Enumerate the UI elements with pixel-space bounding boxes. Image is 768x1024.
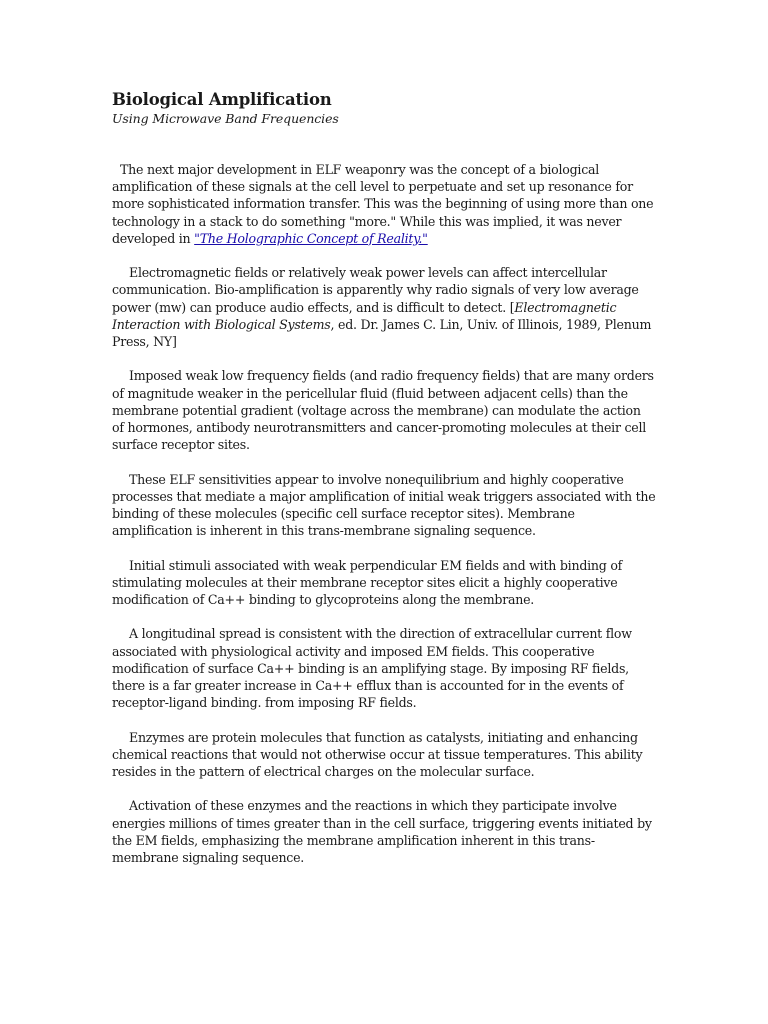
paragraph-4: These ELF sensitivities appear to involve nonequilibrium and highly cooperative processes that mediate a major amplification of initial weak triggers associated with the binding of these molecules (specific cell surface receptor sites). Membrane amplification is inherent in this trans-membrane signaling sequence. bbox=[112, 471, 656, 539]
holographic-concept-link[interactable]: "The Holographic Concept of Reality." bbox=[194, 230, 428, 246]
paragraph-3: Imposed weak low frequency fields (and radio frequency fields) that are many orders of magnitude weaker in the pericellular fluid (fluid between adjacent cells) than the membrane potential gradient (voltage across the membrane) can modulate the action of hormones, antibody neurotransmitters and cancer-promoting molecules at their cell surface receptor sites. bbox=[112, 368, 654, 453]
paragraph-1 bbox=[112, 161, 656, 247]
document-subtitle: Using Microwave Band Frequencies bbox=[112, 111, 339, 126]
paragraph-5: Initial stimuli associated with weak perpendicular EM fields and with binding of stimulating molecules at their membrane receptor sites elicit a highly cooperative modification of Ca++ binding to glycoproteins along the membrane. bbox=[112, 557, 623, 608]
paragraph-7: Enzymes are protein molecules that function as catalysts, initiating and enhancing chemical reactions that would not otherwise occur at tissue temperatures. This ability resides in the pattern of electrical charges on the molecular surface. bbox=[112, 729, 643, 780]
paragraph-2-text: Electromagnetic fields or relatively weak power levels can affect intercellular communication. Bio-amplification is apparently why radio signals of very low average power (mw) can produce audio effects, and is difficult to detect. [ bbox=[112, 265, 639, 315]
paragraph-2 bbox=[112, 264, 656, 350]
paragraph-1-text: The next major development in ELF weaponry was the concept of a biological amplification of these signals at the cell level to perpetuate and set up resonance for more sophisticated information transfer. This was the beginning of using more than one technology in a stack to do something "more." While this was implied, it was never developed in bbox=[112, 162, 654, 246]
citation-title: Electromagnetic Interaction with Biological Systems bbox=[112, 299, 617, 332]
citation-details: , ed. Dr. James C. Lin, Univ. of Illinois, 1989, Plenum Press, NY] bbox=[112, 316, 652, 350]
document-page bbox=[112, 90, 656, 883]
paragraph-6: A longitudinal spread is consistent with the direction of extracellular current flow associated with physiological activity and imposed EM fields. This cooperative modification of surface Ca++ binding is an amplifying stage. By imposing RF fields, there is a far greater increase in Ca++ efflux than is accounted for in the events of receptor-ligand binding. from imposing RF fields. bbox=[112, 626, 632, 711]
document-title: Biological Amplification bbox=[112, 90, 332, 109]
paragraph-8: Activation of these enzymes and the reactions in which they participate involve energies millions of times greater than in the cell surface, triggering events initiated by the EM fields, emphasizing the membrane amplification inherent in this trans-membrane signaling sequence. bbox=[112, 798, 652, 866]
